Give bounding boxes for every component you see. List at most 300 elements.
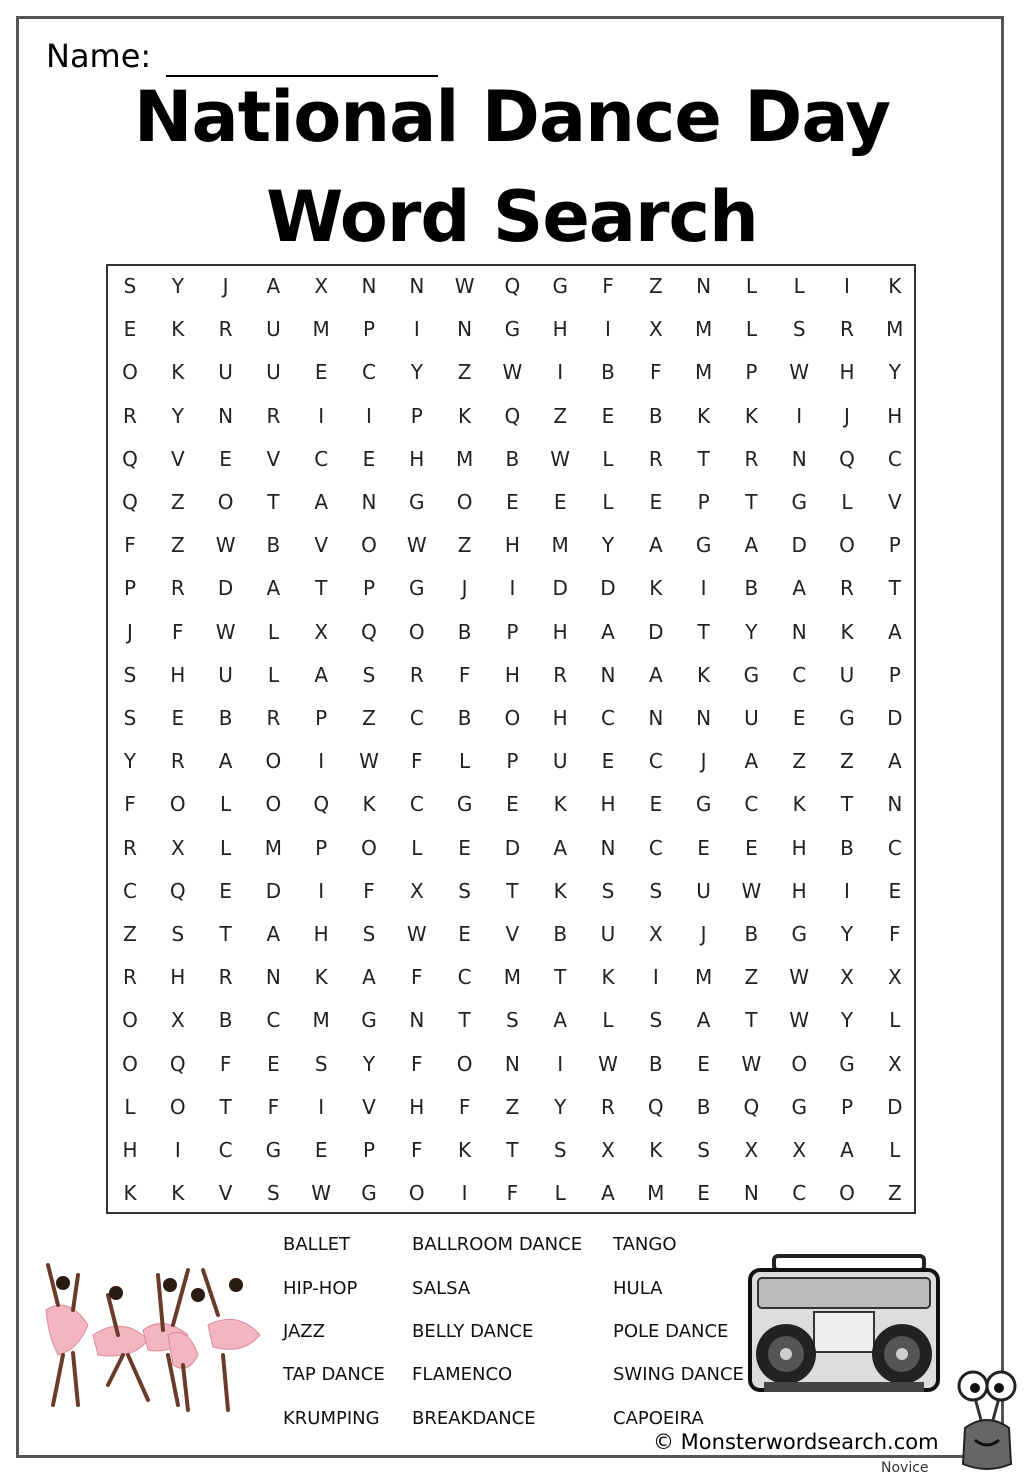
grid-letter[interactable]: B [218, 706, 233, 730]
grid-letter[interactable]: C [266, 1008, 281, 1033]
grid-letter[interactable]: U [552, 749, 568, 774]
grid-letter[interactable]: W [789, 1008, 810, 1033]
grid-letter[interactable]: M [264, 835, 283, 860]
grid-letter[interactable]: N [696, 274, 712, 298]
grid-letter[interactable]: M [503, 965, 522, 990]
grid-letter[interactable]: X [744, 1138, 759, 1162]
grid-letter[interactable]: I [318, 878, 325, 903]
grid-letter[interactable]: P [840, 1094, 854, 1119]
grid-letter[interactable]: H [887, 403, 903, 428]
grid-letter[interactable]: B [744, 922, 759, 946]
grid-letter[interactable]: G [265, 1138, 282, 1162]
grid-letter[interactable]: A [744, 749, 759, 774]
grid-letter[interactable]: N [887, 792, 903, 817]
grid-letter[interactable]: R [648, 446, 663, 471]
grid-letter[interactable]: C [409, 792, 424, 817]
grid-letter[interactable]: Q [122, 490, 138, 514]
grid-letter[interactable]: D [552, 576, 568, 601]
grid-letter[interactable]: D [600, 576, 616, 601]
grid-letter[interactable]: A [218, 749, 233, 774]
grid-letter[interactable]: U [839, 662, 855, 687]
grid-letter[interactable]: E [314, 1138, 328, 1162]
grid-letter[interactable]: J [127, 619, 133, 644]
grid-letter[interactable]: Z [170, 533, 185, 558]
grid-letter[interactable]: R [123, 403, 137, 428]
grid-letter[interactable]: Y [601, 533, 615, 558]
grid-letter[interactable]: A [696, 1008, 711, 1033]
grid-letter[interactable]: J [461, 576, 468, 601]
grid-letter[interactable]: S [649, 1008, 663, 1033]
grid-letter[interactable]: R [266, 706, 281, 730]
grid-letter[interactable]: E [649, 792, 663, 817]
grid-letter[interactable]: F [650, 360, 662, 385]
grid-letter[interactable]: M [647, 1181, 665, 1206]
grid-letter[interactable]: C [744, 792, 759, 817]
grid-letter[interactable]: L [459, 749, 471, 774]
grid-letter[interactable]: S [362, 662, 376, 687]
grid-letter[interactable]: K [123, 1181, 137, 1206]
grid-letter[interactable]: V [314, 533, 329, 558]
grid-letter[interactable]: C [648, 835, 663, 860]
grid-letter[interactable]: Z [887, 1181, 902, 1206]
grid-letter[interactable]: I [700, 576, 707, 601]
grid-letter[interactable]: F [267, 1094, 280, 1119]
grid-letter[interactable]: W [406, 533, 427, 558]
grid-letter[interactable]: A [744, 533, 759, 558]
grid-letter[interactable]: I [652, 965, 659, 990]
grid-letter[interactable]: Q [504, 274, 521, 298]
grid-letter[interactable]: N [457, 317, 473, 342]
grid-letter[interactable]: Z [792, 749, 807, 774]
grid-letter[interactable]: O [839, 533, 855, 558]
grid-letter[interactable]: I [557, 360, 564, 385]
grid-letter[interactable]: T [840, 792, 854, 817]
grid-letter[interactable]: H [409, 446, 425, 471]
grid-letter[interactable]: K [458, 403, 472, 428]
grid-letter[interactable]: L [793, 274, 805, 298]
grid-letter[interactable]: T [506, 878, 519, 903]
grid-letter[interactable]: E [314, 360, 328, 385]
grid-letter[interactable]: X [314, 274, 329, 298]
grid-letter[interactable]: I [844, 274, 850, 298]
grid-letter[interactable]: H [552, 619, 568, 644]
grid-letter[interactable]: B [648, 1051, 663, 1076]
grid-letter[interactable]: O [265, 749, 282, 774]
grid-letter[interactable]: X [648, 922, 663, 946]
grid-letter[interactable]: U [266, 360, 281, 385]
grid-letter[interactable]: E [601, 749, 615, 774]
grid-letter[interactable]: O [456, 490, 473, 514]
grid-letter[interactable]: N [265, 965, 281, 990]
grid-letter[interactable]: R [123, 965, 137, 990]
grid-letter[interactable]: R [218, 317, 233, 342]
grid-letter[interactable]: N [361, 274, 377, 298]
grid-letter[interactable]: Q [647, 1094, 664, 1119]
grid-letter[interactable]: K [362, 792, 376, 817]
grid-letter[interactable]: K [744, 403, 758, 428]
grid-letter[interactable]: T [315, 576, 328, 601]
grid-letter[interactable]: S [458, 878, 471, 903]
grid-letter[interactable]: D [504, 835, 521, 860]
grid-letter[interactable]: N [409, 1008, 425, 1033]
grid-letter[interactable]: H [791, 878, 807, 903]
grid-letter[interactable]: O [408, 1181, 425, 1206]
grid-letter[interactable]: G [361, 1008, 377, 1033]
grid-letter[interactable]: W [406, 922, 427, 946]
grid-letter[interactable]: N [600, 835, 616, 860]
grid-letter[interactable]: K [553, 792, 567, 817]
grid-letter[interactable]: I [318, 749, 325, 774]
grid-letter[interactable]: B [218, 1008, 233, 1033]
grid-letter[interactable]: A [266, 274, 281, 298]
grid-letter[interactable]: Q [361, 619, 377, 644]
grid-letter[interactable]: T [219, 1094, 232, 1119]
grid-letter[interactable]: F [411, 965, 423, 990]
grid-letter[interactable]: N [361, 490, 377, 514]
grid-letter[interactable]: A [887, 619, 902, 644]
grid-letter[interactable]: W [741, 878, 762, 903]
grid-letter[interactable]: G [743, 662, 760, 687]
grid-letter[interactable]: F [411, 749, 423, 774]
grid-letter[interactable]: L [602, 446, 614, 471]
grid-letter[interactable]: R [744, 446, 759, 471]
grid-letter[interactable]: M [312, 317, 330, 342]
grid-letter[interactable]: B [696, 1094, 711, 1119]
grid-letter[interactable]: S [267, 1181, 280, 1206]
grid-letter[interactable]: H [552, 706, 568, 730]
grid-letter[interactable]: S [553, 1138, 567, 1162]
grid-letter[interactable]: S [649, 878, 663, 903]
grid-letter[interactable]: L [220, 792, 232, 817]
grid-letter[interactable]: A [314, 662, 329, 687]
grid-letter[interactable]: N [743, 1181, 759, 1206]
grid-letter[interactable]: X [840, 965, 854, 990]
grid-letter[interactable]: X [409, 878, 424, 903]
grid-letter[interactable]: I [413, 317, 420, 342]
grid-letter[interactable]: P [362, 317, 376, 342]
grid-letter[interactable]: B [505, 446, 520, 471]
grid-letter[interactable]: E [697, 835, 710, 860]
grid-letter[interactable]: Y [840, 1008, 854, 1033]
grid-letter[interactable]: W [311, 1181, 332, 1206]
grid-letter[interactable]: A [362, 965, 376, 990]
grid-letter[interactable]: T [745, 490, 758, 514]
grid-letter[interactable]: H [791, 835, 807, 860]
grid-letter[interactable]: U [218, 662, 233, 687]
grid-letter[interactable]: W [789, 360, 810, 385]
grid-letter[interactable]: R [840, 317, 854, 342]
grid-letter[interactable]: L [889, 1138, 901, 1162]
grid-letter[interactable]: F [124, 792, 136, 817]
grid-letter[interactable]: E [506, 490, 519, 514]
grid-letter[interactable]: C [792, 1181, 807, 1206]
grid-letter[interactable]: S [601, 878, 615, 903]
grid-letter[interactable]: D [791, 533, 807, 558]
grid-letter[interactable]: E [219, 446, 232, 471]
grid-letter[interactable]: O [122, 1008, 138, 1033]
grid-letter[interactable]: F [124, 533, 136, 558]
grid-letter[interactable]: F [889, 922, 901, 946]
grid-letter[interactable]: R [840, 576, 854, 601]
grid-letter[interactable]: R [266, 403, 281, 428]
grid-letter[interactable]: C [218, 1138, 233, 1162]
grid-letter[interactable]: K [171, 360, 185, 385]
grid-letter[interactable]: W [550, 446, 571, 471]
grid-letter[interactable]: O [361, 835, 377, 860]
grid-letter[interactable]: P [697, 490, 710, 514]
grid-letter[interactable]: G [409, 490, 425, 514]
grid-letter[interactable]: X [887, 965, 902, 990]
grid-letter[interactable]: O [122, 1051, 138, 1076]
grid-letter[interactable]: H [504, 662, 520, 687]
grid-letter[interactable]: Z [505, 1094, 520, 1119]
grid-letter[interactable]: Z [170, 490, 185, 514]
grid-letter[interactable]: E [792, 706, 806, 730]
grid-letter[interactable]: H [504, 533, 520, 558]
grid-letter[interactable]: U [744, 706, 759, 730]
grid-letter[interactable]: N [791, 619, 807, 644]
grid-letter[interactable]: Z [553, 403, 568, 428]
grid-letter[interactable]: C [887, 446, 902, 471]
grid-letter[interactable]: Q [839, 446, 855, 471]
grid-letter[interactable]: O [839, 1181, 855, 1206]
grid-letter[interactable]: J [222, 274, 229, 298]
grid-letter[interactable]: V [170, 446, 185, 471]
grid-letter[interactable]: C [887, 835, 902, 860]
grid-letter[interactable]: U [218, 360, 233, 385]
grid-letter[interactable]: A [553, 835, 568, 860]
grid-letter[interactable]: K [697, 403, 711, 428]
grid-letter[interactable]: H [552, 317, 568, 342]
grid-letter[interactable]: O [504, 706, 521, 730]
grid-letter[interactable]: F [411, 1051, 423, 1076]
grid-letter[interactable]: Y [410, 360, 423, 385]
grid-letter[interactable]: J [844, 403, 850, 428]
grid-letter[interactable]: O [361, 533, 377, 558]
grid-letter[interactable]: F [363, 878, 375, 903]
grid-letter[interactable]: H [600, 792, 616, 817]
grid-letter[interactable]: R [123, 835, 137, 860]
grid-letter[interactable]: P [315, 835, 328, 860]
grid-letter[interactable]: B [840, 835, 854, 860]
grid-letter[interactable]: G [791, 922, 807, 946]
grid-letter[interactable]: G [504, 317, 521, 342]
grid-letter[interactable]: P [123, 576, 137, 601]
grid-letter[interactable]: G [839, 1051, 855, 1076]
grid-letter[interactable]: P [362, 1138, 376, 1162]
grid-letter[interactable]: M [694, 965, 713, 990]
grid-letter[interactable]: W [598, 1051, 618, 1076]
grid-letter[interactable]: A [266, 576, 281, 601]
grid-letter[interactable]: A [792, 576, 807, 601]
grid-letter[interactable]: S [506, 1008, 519, 1033]
grid-letter[interactable]: N [218, 403, 234, 428]
grid-letter[interactable]: B [744, 576, 759, 601]
grid-letter[interactable]: S [362, 922, 376, 946]
grid-letter[interactable]: T [506, 1138, 519, 1162]
grid-letter[interactable]: B [648, 403, 663, 428]
grid-letter[interactable]: E [506, 792, 519, 817]
grid-letter[interactable]: H [170, 662, 186, 687]
grid-letter[interactable]: P [362, 576, 376, 601]
grid-letter[interactable]: P [506, 749, 519, 774]
grid-letter[interactable]: Y [745, 619, 758, 644]
grid-letter[interactable]: I [174, 1138, 181, 1162]
grid-letter[interactable]: E [267, 1051, 280, 1076]
grid-letter[interactable]: N [696, 706, 712, 730]
grid-letter[interactable]: K [649, 1138, 663, 1162]
grid-letter[interactable]: N [791, 446, 807, 471]
grid-letter[interactable]: E [649, 490, 663, 514]
grid-letter[interactable]: V [362, 1094, 376, 1119]
grid-letter[interactable]: S [314, 1051, 328, 1076]
grid-letter[interactable]: M [455, 446, 474, 471]
grid-letter[interactable]: G [695, 792, 712, 817]
grid-letter[interactable]: Q [504, 403, 521, 428]
grid-letter[interactable]: Z [648, 274, 663, 298]
grid-letter[interactable]: L [745, 274, 757, 298]
grid-letter[interactable]: W [789, 965, 810, 990]
grid-letter[interactable]: Z [362, 706, 376, 730]
grid-letter[interactable]: G [695, 533, 712, 558]
grid-letter[interactable]: T [219, 922, 232, 946]
grid-letter[interactable]: A [648, 533, 663, 558]
grid-letter[interactable]: K [840, 619, 854, 644]
grid-letter[interactable]: D [648, 619, 664, 644]
grid-letter[interactable]: O [169, 1094, 186, 1119]
grid-letter[interactable]: L [267, 662, 279, 687]
grid-letter[interactable]: G [456, 792, 473, 817]
grid-letter[interactable]: O [217, 490, 234, 514]
grid-letter[interactable]: T [697, 619, 710, 644]
grid-letter[interactable]: A [601, 1181, 615, 1206]
grid-letter[interactable]: L [124, 1094, 136, 1119]
grid-letter[interactable]: C [362, 360, 376, 385]
grid-letter[interactable]: U [600, 922, 616, 946]
grid-letter[interactable]: T [554, 965, 567, 990]
grid-letter[interactable]: Q [743, 1094, 760, 1119]
grid-letter[interactable]: I [461, 1181, 468, 1206]
grid-letter[interactable]: S [792, 317, 806, 342]
grid-letter[interactable]: T [458, 1008, 471, 1033]
grid-letter[interactable]: I [557, 1051, 564, 1076]
grid-letter[interactable]: Y [171, 274, 184, 298]
grid-letter[interactable]: Y [554, 1094, 567, 1119]
grid-letter[interactable]: K [649, 576, 663, 601]
grid-letter[interactable]: Z [457, 533, 472, 558]
grid-letter[interactable]: E [888, 878, 902, 903]
grid-letter[interactable]: E [601, 403, 615, 428]
grid-letter[interactable]: T [267, 490, 280, 514]
grid-letter[interactable]: M [551, 533, 569, 558]
grid-letter[interactable]: Y [362, 1051, 376, 1076]
grid-letter[interactable]: P [745, 360, 758, 385]
grid-letter[interactable]: K [888, 274, 902, 298]
grid-letter[interactable]: E [458, 922, 471, 946]
grid-letter[interactable]: X [792, 1138, 807, 1162]
grid-letter[interactable]: G [361, 1181, 377, 1206]
grid-letter[interactable]: Q [169, 878, 186, 903]
grid-letter[interactable]: C [409, 706, 424, 730]
grid-letter[interactable]: Q [169, 1051, 186, 1076]
grid-letter[interactable]: M [886, 317, 904, 342]
grid-letter[interactable]: H [409, 1094, 425, 1119]
grid-letter[interactable]: U [696, 878, 711, 903]
grid-letter[interactable]: X [601, 1138, 615, 1162]
grid-letter[interactable]: E [553, 490, 567, 514]
grid-letter[interactable]: C [123, 878, 137, 903]
grid-letter[interactable]: K [553, 878, 567, 903]
grid-letter[interactable]: I [844, 878, 850, 903]
grid-letter[interactable]: F [219, 1051, 232, 1076]
grid-letter[interactable]: A [266, 922, 281, 946]
grid-letter[interactable]: N [504, 1051, 520, 1076]
grid-letter[interactable]: V [505, 922, 520, 946]
grid-letter[interactable]: H [839, 360, 855, 385]
grid-letter[interactable]: G [552, 274, 568, 298]
grid-letter[interactable]: E [458, 835, 471, 860]
grid-letter[interactable]: V [266, 446, 281, 471]
grid-letter[interactable]: X [170, 835, 185, 860]
grid-letter[interactable]: E [362, 446, 376, 471]
grid-letter[interactable]: Y [123, 749, 137, 774]
grid-letter[interactable]: I [318, 403, 325, 428]
grid-letter[interactable]: X [170, 1008, 185, 1033]
grid-letter[interactable]: Y [171, 403, 184, 428]
grid-letter[interactable]: A [840, 1138, 854, 1162]
grid-letter[interactable]: F [458, 662, 471, 687]
grid-letter[interactable]: Z [840, 749, 854, 774]
grid-letter[interactable]: V [218, 1181, 233, 1206]
grid-letter[interactable]: D [265, 878, 282, 903]
grid-letter[interactable]: Y [888, 360, 901, 385]
grid-letter[interactable]: O [408, 619, 425, 644]
grid-letter[interactable]: U [266, 317, 281, 342]
grid-letter[interactable]: F [506, 1181, 519, 1206]
grid-letter[interactable]: E [697, 1051, 710, 1076]
grid-letter[interactable]: E [171, 706, 185, 730]
grid-letter[interactable]: H [170, 965, 186, 990]
grid-letter[interactable]: E [745, 835, 758, 860]
grid-letter[interactable]: F [411, 1138, 423, 1162]
grid-letter[interactable]: L [745, 317, 757, 342]
grid-letter[interactable]: Z [123, 922, 137, 946]
grid-letter[interactable]: Q [313, 792, 330, 817]
grid-letter[interactable]: P [888, 662, 901, 687]
grid-letter[interactable]: B [601, 360, 615, 385]
grid-letter[interactable]: A [887, 749, 902, 774]
grid-letter[interactable]: O [456, 1051, 473, 1076]
grid-letter[interactable]: J [700, 749, 707, 774]
grid-letter[interactable]: I [796, 403, 803, 428]
grid-letter[interactable]: O [169, 792, 186, 817]
grid-letter[interactable]: F [172, 619, 184, 644]
grid-letter[interactable]: K [601, 965, 615, 990]
grid-letter[interactable]: C [648, 749, 663, 774]
grid-letter[interactable]: K [171, 1181, 185, 1206]
grid-letter[interactable]: N [600, 662, 616, 687]
grid-letter[interactable]: A [314, 490, 329, 514]
grid-letter[interactable]: K [458, 1138, 472, 1162]
grid-letter[interactable]: Z [744, 965, 759, 990]
grid-letter[interactable]: O [265, 792, 282, 817]
grid-letter[interactable]: K [171, 317, 185, 342]
grid-letter[interactable]: L [841, 490, 853, 514]
grid-letter[interactable]: E [697, 1181, 710, 1206]
grid-letter[interactable]: L [602, 490, 614, 514]
grid-letter[interactable]: M [694, 360, 713, 385]
grid-letter[interactable]: L [267, 619, 279, 644]
